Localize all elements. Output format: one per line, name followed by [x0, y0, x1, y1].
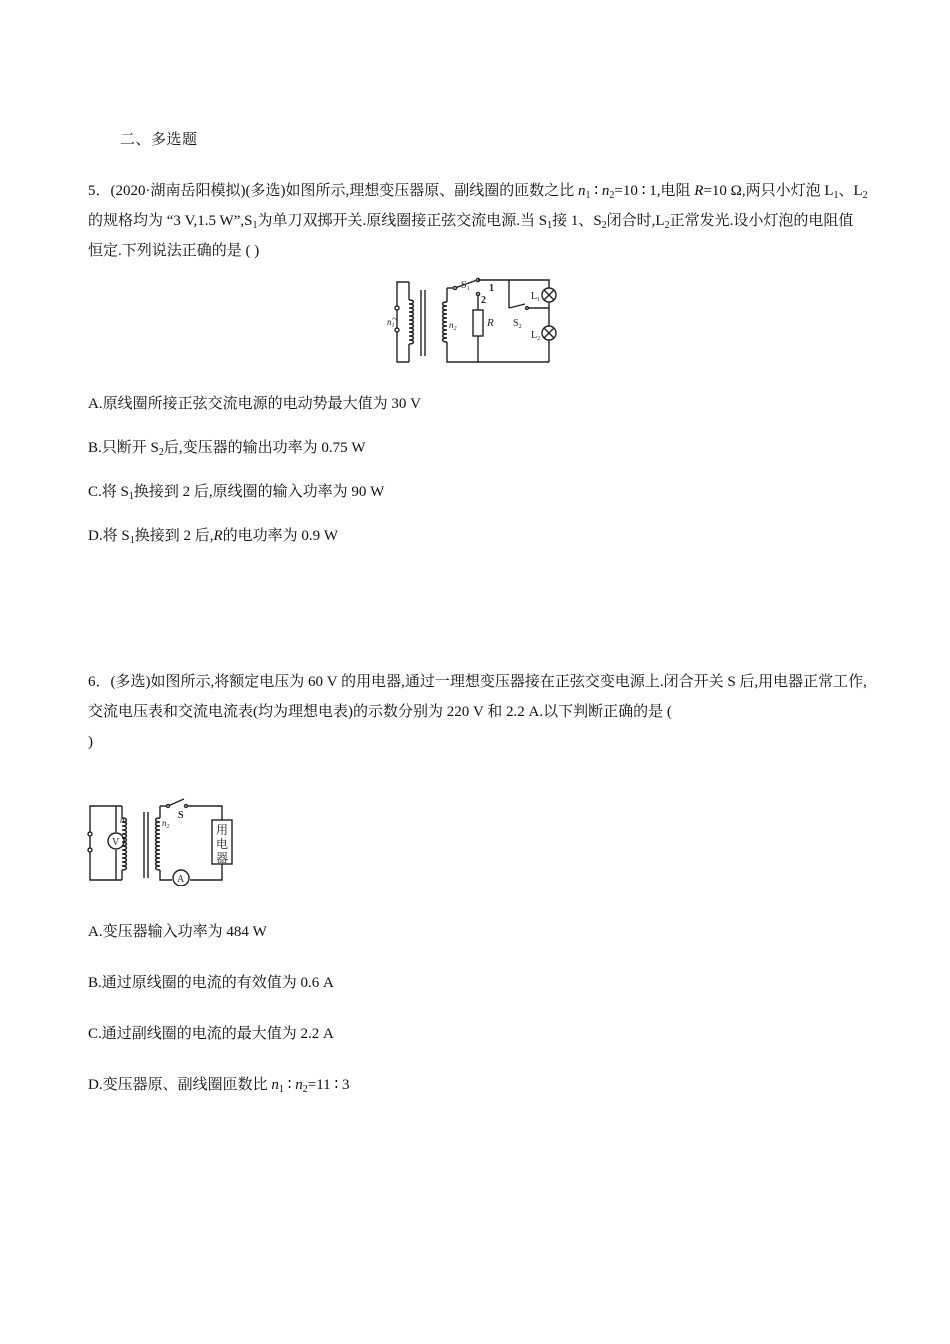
- q5-source: (2020·湖南岳阳模拟)(多选): [110, 183, 286, 199]
- question-5-stem: 5．(2020·湖南岳阳模拟)(多选)如图所示,理想变压器原、副线圈的匝数之比 $n_1$ ∶ $n_2=10$ ∶ 1,电阻 R=10 Ω,两只小灯泡 $L_1$、$L_2$的规格均为 “3 V,1.5 $W”,S_1$为单刀双掷开关.原线圈接正弦交流电源.当 $S_1$接 1、$S_2$闭合时$,L_2$正常发光.设小灯泡的电阻值恒定.下列说法正确的是 ( ): [88, 183, 868, 259]
- q5-s2-switch-blade: [509, 304, 525, 308]
- q5-r-label: R: [487, 317, 494, 329]
- q5-s1-label: $S_1$: [461, 280, 470, 292]
- q6-switch-label: S: [178, 810, 184, 821]
- q6-load-label-1: 用: [216, 823, 229, 837]
- q6-n2-label: $n_2$: [162, 818, 170, 830]
- q5-circuit-figure: [385, 272, 565, 368]
- q6-number: 6．: [88, 674, 111, 690]
- q5-number: 5．: [88, 183, 111, 199]
- svg-text:V: V: [112, 837, 120, 848]
- q6-n1-label: $n_1$: [120, 815, 128, 827]
- q5-option-d: D.将 $S_1$换接到 2 后,R的电功率为 0.9 W: [88, 528, 339, 546]
- q5-s2-label: $S_2$: [513, 318, 522, 330]
- q6-load-label-3: 器: [216, 851, 229, 865]
- q5-n2-label: $n_2$: [449, 320, 457, 332]
- q6-circuit-figure: [84, 798, 244, 886]
- q6-load-label-2: 电: [216, 837, 229, 851]
- q5-option-c: C.将 $S_1$换接到 2 后,原线圈的输入功率为 90 W: [88, 484, 385, 502]
- q6-option-a: A.变压器输入功率为 484 W: [88, 924, 267, 940]
- section-title: 二、多选题: [120, 132, 198, 148]
- svg-text:A: A: [177, 874, 185, 885]
- q5-l1-label: $L_1$: [531, 291, 541, 303]
- q5-l2-label: $L_2$: [531, 330, 541, 342]
- q6-option-b: B.通过原线圈的电流的有效值为 0.6 A: [88, 975, 334, 991]
- q6-switch-blade: [168, 799, 184, 806]
- q5-pos2-label: 2: [481, 295, 486, 306]
- q6-option-d: D.变压器原、副线圈匝数比 $n_1$ ∶ $n_2=11$ ∶ 3: [88, 1077, 350, 1095]
- q5-pos1-label: 1: [489, 283, 494, 294]
- q5-option-b: B.只断开 $S_2$后,变压器的输出功率为 0.75 W: [88, 440, 366, 458]
- q5-n1-label: $n_1$: [387, 317, 395, 329]
- q6-option-c: C.通过副线圈的电流的最大值为 2.2 A: [88, 1026, 334, 1042]
- q5-resistor: [473, 310, 483, 336]
- q5-option-a: A.原线圈所接正弦交流电源的电动势最大值为 30 V: [88, 396, 421, 412]
- q5-ac-source-symbol: ~: [392, 313, 398, 325]
- question-6-stem: 6．(多选)如图所示,将额定电压为 60 V 的用电器,通过一理想变压器接在正弦交变电源上.闭合开关 S 后,用电器正常工作,交流电压表和交流电流表(均为理想电表)的示数分别为 220 V 和 2.2 A.以下判断正确的是 ( ): [88, 674, 867, 750]
